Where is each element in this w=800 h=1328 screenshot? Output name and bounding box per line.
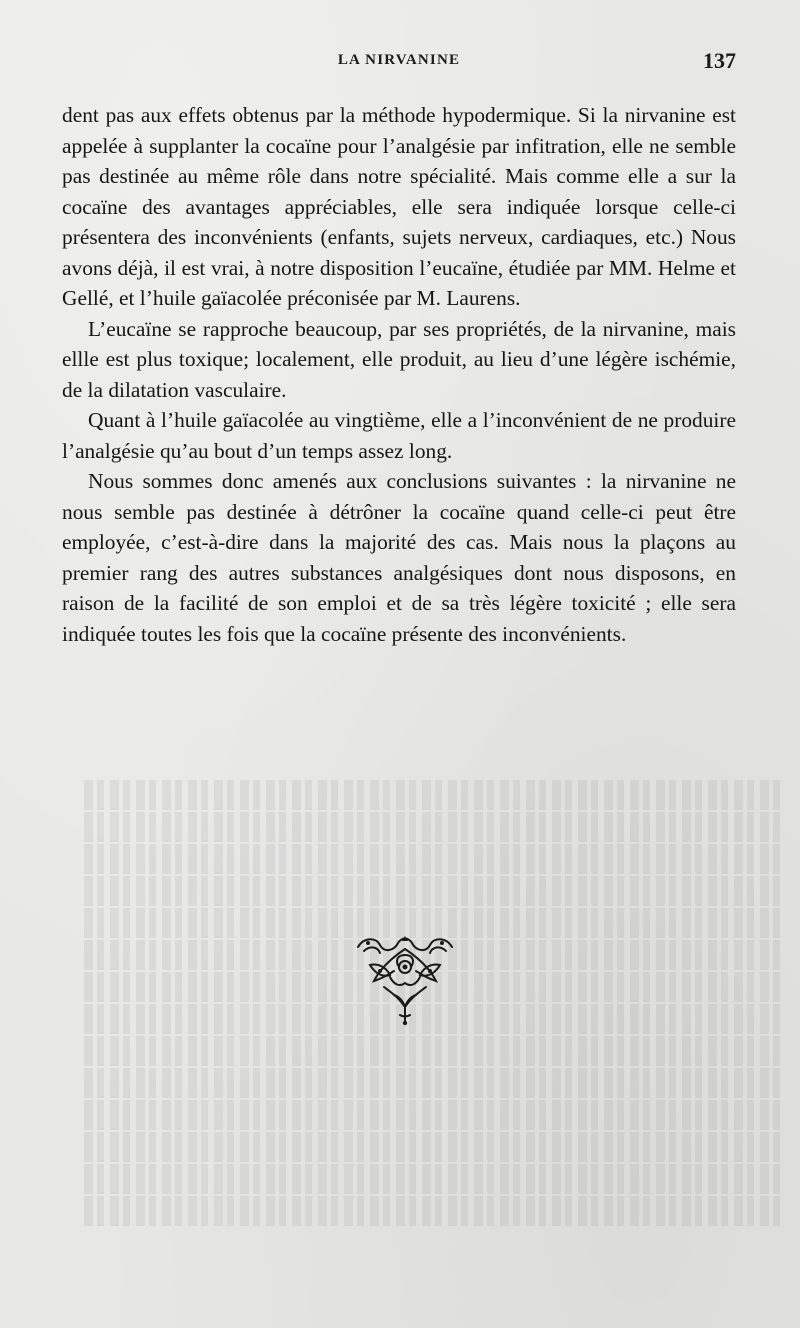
floral-tailpiece-ornament-icon [350, 935, 460, 1027]
running-head [62, 50, 736, 74]
paragraph-2: L’eucaïne se rapproche beaucoup, par ses propriétés, de la nirvanine, mais ellle est plus toxique; localement, elle produit, au lieu d’une légère ischémie, de la dilatation vasculaire. [62, 316, 736, 402]
show-through-text [80, 780, 780, 1280]
body-text [62, 100, 736, 649]
running-title: LA NIRVANINE [337, 52, 461, 68]
paragraph-1: dent pas aux effets obtenus par la méthode hypodermique. Si la nirvanine est appelée à supplanter la cocaïne pour l’analgésie par infitration, elle ne semble pas destinée au même rôle dans notre spécialité. Mais comme elle a sur la cocaïne des avantages appréciables, elle sera indiquée lorsque celle-ci présentera des inconvénients (enfants, sujets nerveux, cardiaques, etc.) Nous avons déjà, il est vrai, à notre disposition l’eucaïne, étudiée par MM. Helme et Gellé, et l’huile gaïacolée préconisée par M. Laurens. [62, 103, 736, 310]
page-number: 137 [703, 48, 736, 73]
paragraph-4: Nous sommes donc amenés aux conclusions suivantes : la nirvanine ne nous semble pas destinée à détrôner la cocaïne quand celle-ci peut être employée, c’est-à-dire dans la majorité des cas. Mais nous la plaçons au premier rang des autres substances analgésiques dont nous disposons, en raison de la facilité de son emploi et de sa très légère toxicité ; elle sera indiquée toutes les fois que la cocaïne présente des inconvénients. [62, 469, 736, 646]
paragraph-3: Quant à l’huile gaïacolée au vingtième, elle a l’inconvénient de ne produire l’analgésie qu’au bout d’un temps assez long. [62, 408, 736, 463]
